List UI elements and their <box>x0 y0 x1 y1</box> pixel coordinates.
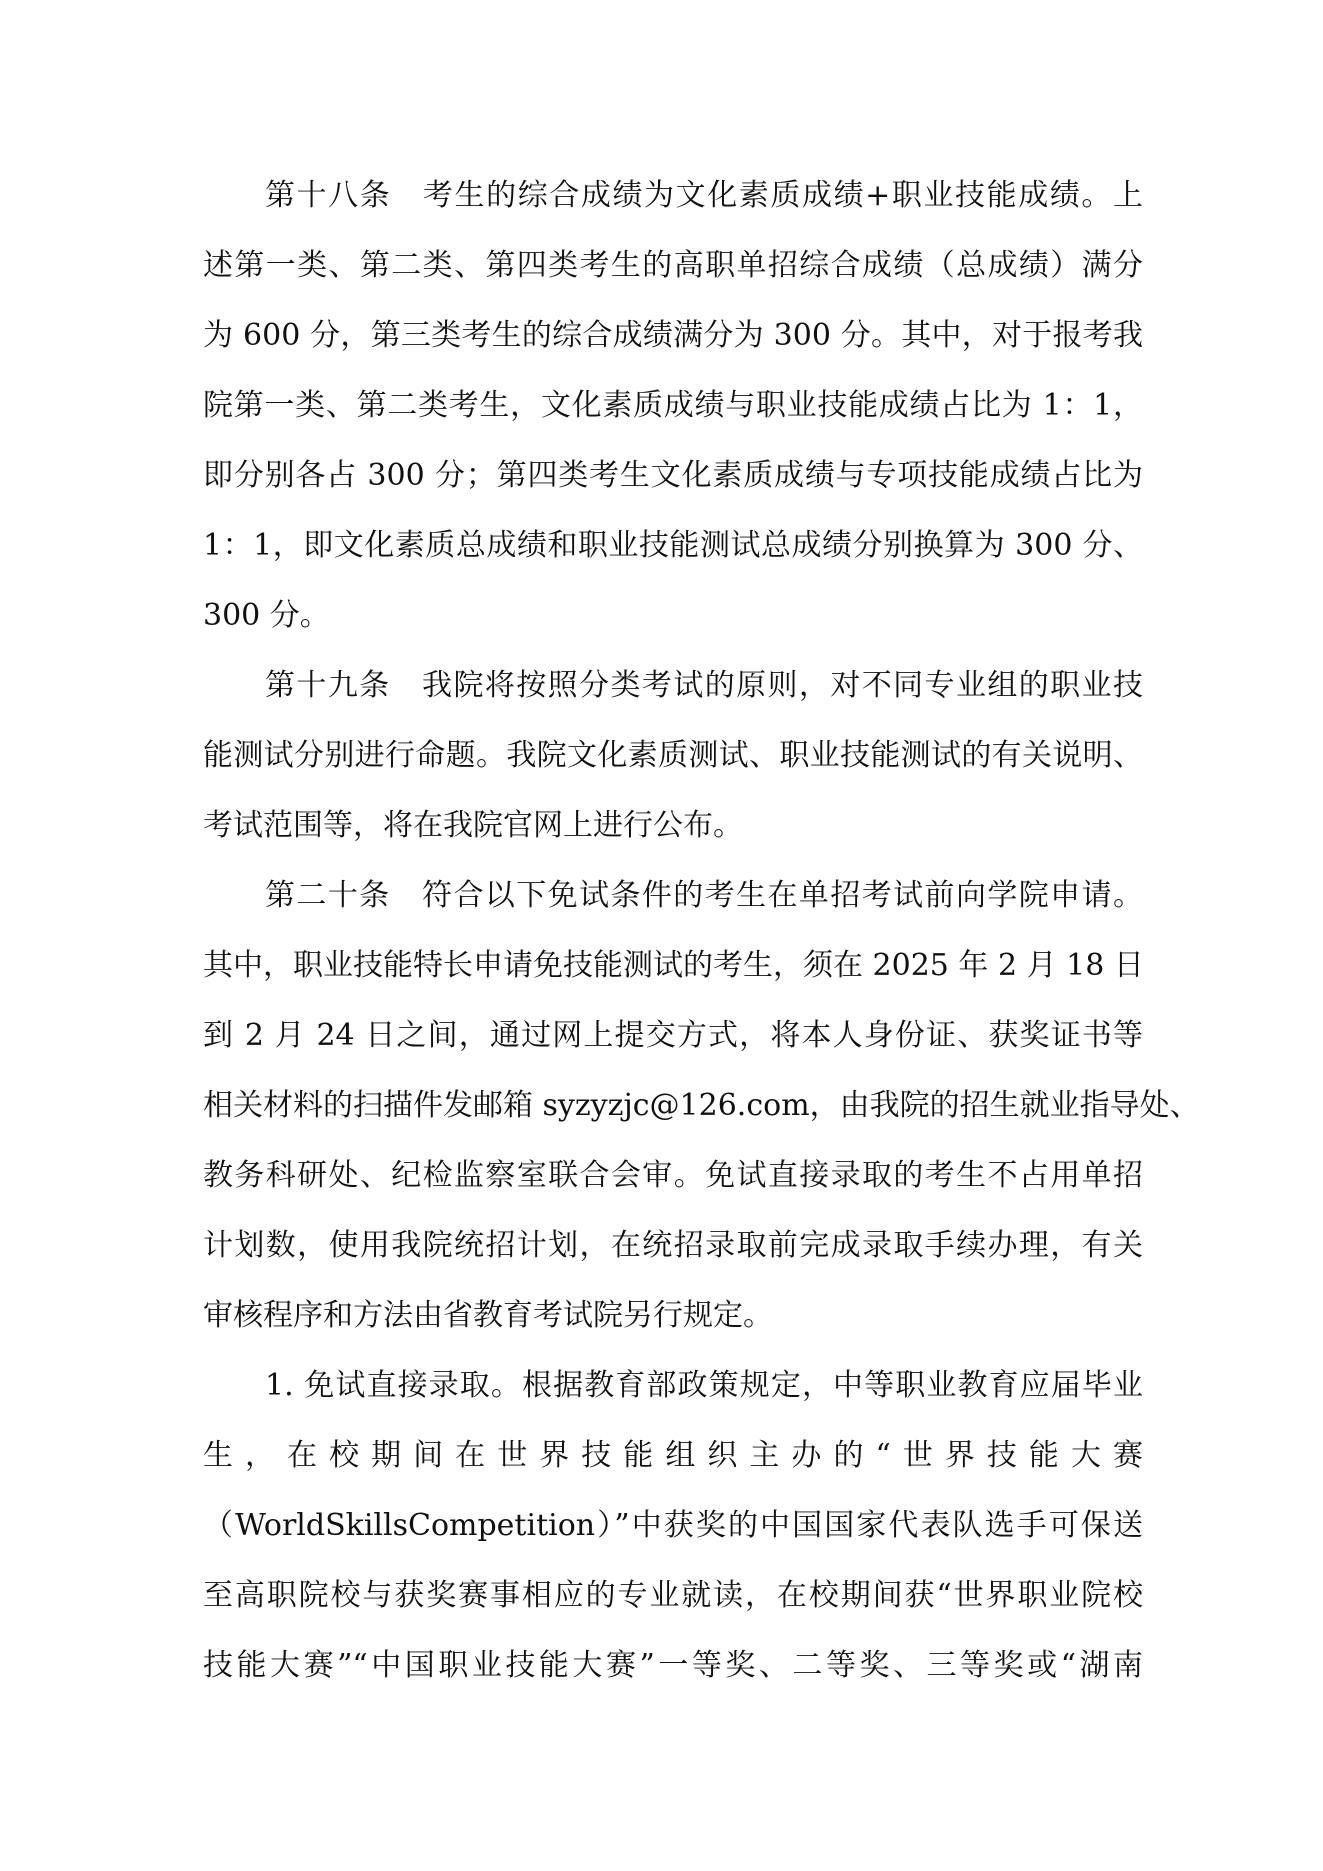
clause-1-line-5: 技能大赛”“中国职业技能大赛”一等奖、二等奖、三等奖或“湖南 <box>203 1648 1143 1683</box>
article-20-line-7: 审核程序和方法由省教育考试院另行规定。 <box>203 1298 773 1333</box>
article-18-line-4: 院第一类、第二类考生，文化素质成绩与职业技能成绩占比为 1：1， <box>203 388 1143 423</box>
article-20-line-1: 第二十条 符合以下免试条件的考生在单招考试前向学院申请。 <box>265 878 1143 913</box>
article-18-line-3: 为 600 分，第三类考生的综合成绩满分为 300 分。其中，对于报考我 <box>203 318 1143 353</box>
clause-1-line-2: 生，在校期间在世界技能组织主办的“世界技能大赛 <box>203 1438 1143 1473</box>
article-18-line-1: 第十八条 考生的综合成绩为文化素质成绩+职业技能成绩。上 <box>265 178 1143 213</box>
article-18-line-5: 即分别各占 300 分；第四类考生文化素质成绩与专项技能成绩占比为 <box>203 458 1143 493</box>
article-19-line-1: 第十九条 我院将按照分类考试的原则，对不同专业组的职业技 <box>265 668 1143 703</box>
article-20-line-3: 到 2 月 24 日之间，通过网上提交方式，将本人身份证、获奖证书等 <box>203 1018 1143 1053</box>
article-20-line-2: 其中，职业技能特长申请免技能测试的考生，须在 2025 年 2 月 18 日 <box>203 948 1144 983</box>
article-18-line-6: 1：1，即文化素质总成绩和职业技能测试总成绩分别换算为 300 分、 <box>203 528 1143 563</box>
clause-1-line-4: 至高职院校与获奖赛事相应的专业就读，在校期间获“世界职业院校 <box>203 1578 1143 1613</box>
article-19-line-2: 能测试分别进行命题。我院文化素质测试、职业技能测试的有关说明、 <box>203 738 1143 773</box>
clause-1-line-3: （WorldSkillsCompetition）”中获奖的中国国家代表队选手可保送 <box>203 1508 1143 1543</box>
document-body <box>203 168 1200 1708</box>
article-20-line-6: 计划数，使用我院统招计划，在统招录取前完成录取手续办理，有关 <box>203 1228 1143 1263</box>
article-20-line-5: 教务科研处、纪检监察室联合会审。免试直接录取的考生不占用单招 <box>203 1158 1143 1193</box>
article-18-line-7: 300 分。 <box>203 598 330 633</box>
article-20-line-4: 相关材料的扫描件发邮箱 syzyzjc@126.com，由我院的招生就业指导处、 <box>203 1088 1200 1123</box>
clause-1-line-1: 1. 免试直接录取。根据教育部政策规定，中等职业教育应届毕业 <box>265 1368 1143 1403</box>
article-18-line-2: 述第一类、第二类、第四类考生的高职单招综合成绩（总成绩）满分 <box>203 248 1143 283</box>
article-19-line-3: 考试范围等，将在我院官网上进行公布。 <box>203 808 743 843</box>
